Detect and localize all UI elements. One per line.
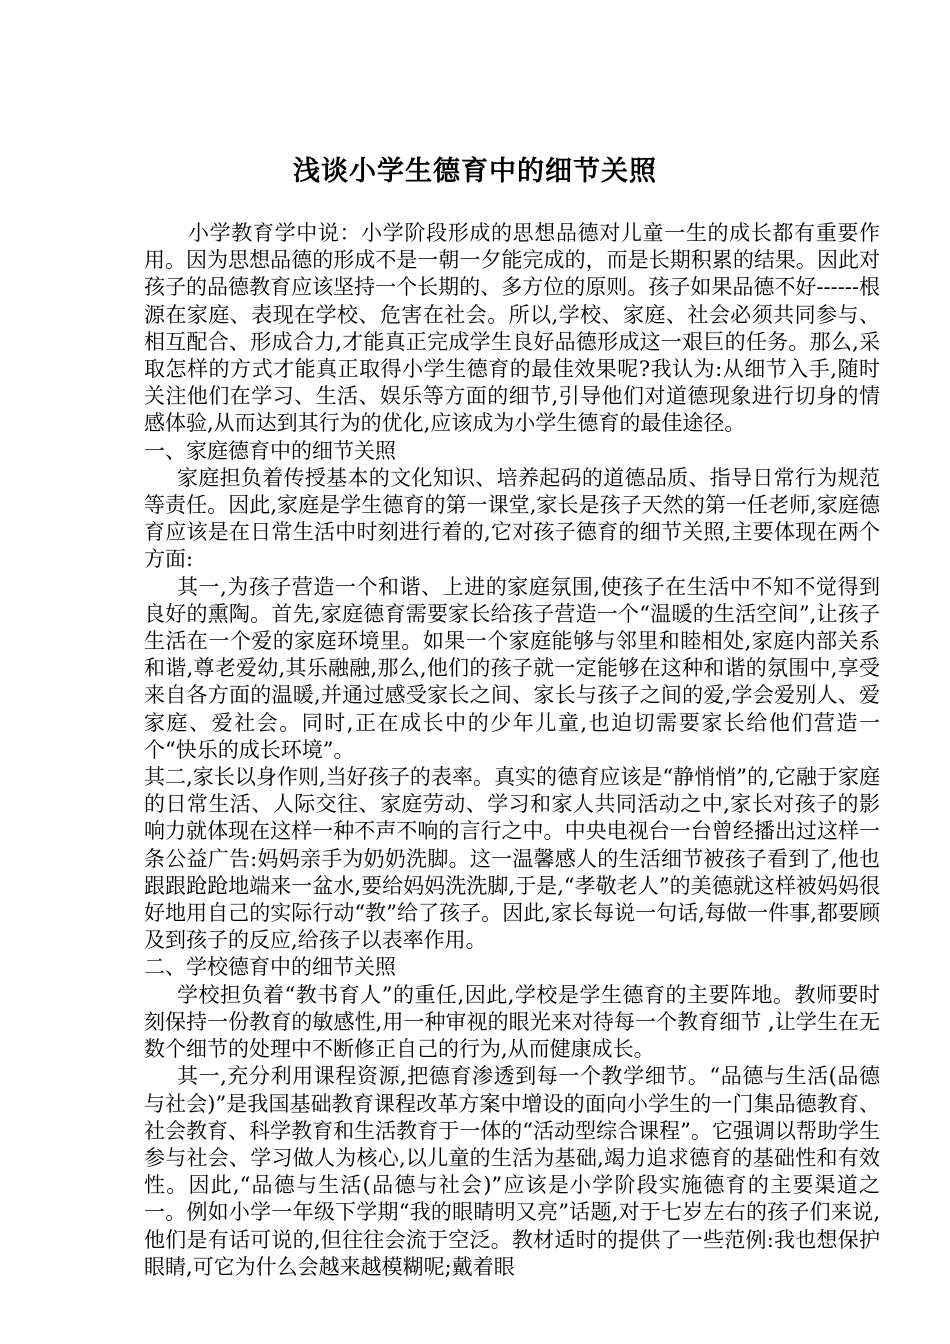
- paragraph-family-intro: 家庭担负着传授基本的文化知识、培养起码的道德品质、指导日常行为规范等责任。因此,家庭是学生德育的第一课堂,家长是孩子天然的第一任老师,家庭德育应该是在日常生活中时刻进行着的,它对孩子德育的细节关照,主要体现在两个方面:: [144, 465, 880, 572]
- paragraph-school-intro: 学校担负着“教书育人”的重任,因此,学校是学生德育的主要阵地。教师要时刻保持一份教育的敏感性,用一种审视的眼光来对待每一个教育细节 ,让学生在无数个细节的处理中不断修正自己的行为,从而健康成长。: [144, 982, 880, 1062]
- document-title: 浅谈小学生德育中的细节关照: [293, 156, 657, 187]
- paragraph-family-point-1: 其一,为孩子营造一个和谐、上进的家庭氛围,使孩子在生活中不知不觉得到良好的熏陶。首先,家庭德育需要家长给孩子营造一个“温暖的生活空间”,让孩子生活在一个爱的家庭环境里。如果一个家庭能够与邻里和睦相处,家庭内部关系和谐,尊老爱幼,其乐融融,那么,他们的孩子就一定能够在这种和谐的氛围中,享受来自各方面的温暖,并通过感受家长之间、家长与孩子之间的爱,学会爱别人、爱家庭、爱社会。同时,正在成长中的少年儿童,也迫切需要家长给他们营造一个“快乐的成长环境”。: [144, 574, 880, 762]
- document-body: [144, 220, 880, 1281]
- section-heading-family: 一、家庭德育中的细节关照: [144, 438, 396, 463]
- paragraph-school-point-1: 其一,充分利用课程资源,把德育渗透到每一个教学细节。“品德与生活(品德与社会)”是我国基础教育课程改革方案中增设的面向小学生的一门集品德教育、社会教育、科学教育和生活教育于一体的“活动型综合课程”。它强调以帮助学生参与社会、学习做人为核心,以儿童的生活为基础,竭力追求德育的基础性和有效性。因此,“品德与生活(品德与社会)”应该是小学阶段实施德育的主要渠道之一。例如小学一年级下学期“我的眼睛明又亮”话题,对于七岁左右的孩子们来说,他们是有话可说的,但往往会流于空泛。教材适时的提供了一些范例:我也想保护眼睛,可它为什么会越来越模糊呢;戴着眼: [144, 1064, 880, 1279]
- section-heading-school: 二、学校德育中的细节关照: [144, 955, 396, 980]
- paragraph-family-point-2: 其二,家长以身作则,当好孩子的表率。真实的德育应该是“静悄悄”的,它融于家庭的日常生活、人际交往、家庭劳动、学习和家人共同活动之中,家长对孩子的影响力就体现在这样一种不声不响的言行之中。中央电视台一台曾经播出过这样一条公益广告:妈妈亲手为奶奶洗脚。这一温馨感人的生活细节被孩子看到了,他也跟跟跄跄地端来一盆水,要给妈妈洗洗脚,于是,“孝敬老人”的美德就这样被妈妈很好地用自己的实际行动“教”给了孩子。因此,家长每说一句话,每做一件事,都要顾及到孩子的反应,给孩子以表率作用。: [144, 765, 880, 953]
- paragraph-intro: 小学教育学中说：小学阶段形成的思想品德对儿童一生的成长都有重要作用。因为思想品德的形成不是一朝一夕能完成的，而是长期积累的结果。因此对孩子的品德教育应该坚持一个长期的、多方位的原则。孩子如果品德不好------根源在家庭、表现在学校、危害在社会。所以,学校、家庭、社会必须共同参与、相互配合、形成合力,才能真正完成学生良好品德形成这一艰巨的任务。那么,采取怎样的方式才能真正取得小学生德育的最佳效果呢?我认为:从细节入手,随时关注他们在学习、生活、娱乐等方面的细节,引导他们对道德现象进行切身的情感体验,从而达到其行为的优化,应该成为小学生德育的最佳途径。: [144, 221, 880, 436]
